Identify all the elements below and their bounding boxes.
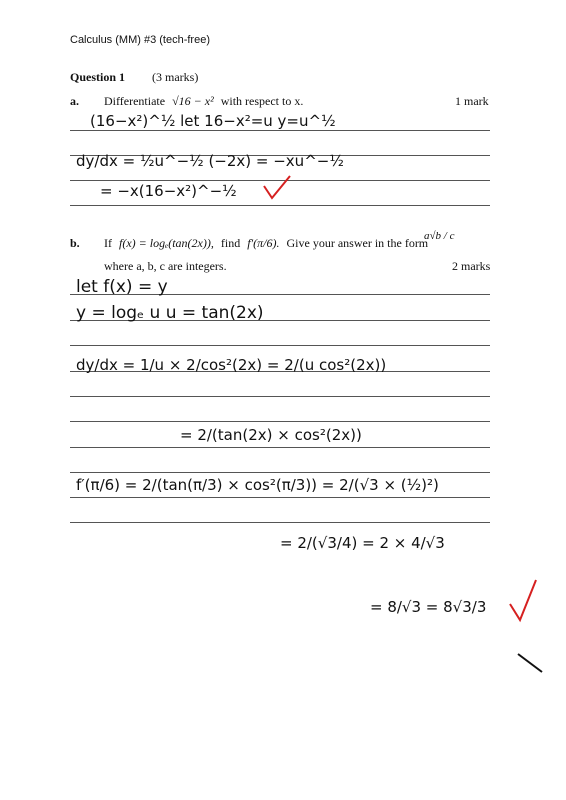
- part-b-working-line6: = 2/(√3/4) = 2 × 4/√3: [280, 534, 445, 552]
- part-b-working-line3: dy/dx = 1/u × 2/cos²(2x) = 2/(u cos²(2x)): [76, 356, 387, 374]
- part-a-text-after: with respect to x.: [220, 94, 304, 108]
- pen-stroke: [518, 654, 542, 672]
- answer-line: [70, 421, 490, 422]
- part-a-prompt: [104, 94, 303, 109]
- part-b-working-line2: y = logₑ u u = tan(2x): [76, 303, 264, 323]
- part-a-expression: √16 − x²: [172, 94, 214, 108]
- part-a-marks: 1 mark: [455, 94, 489, 108]
- part-b-prompt-line2: where a, b, c are integers.: [104, 259, 227, 273]
- part-a-working-line2: dy/dx = ½u^−½ (−2x) = −xu^−½: [76, 152, 344, 170]
- question-number: Question 1: [70, 70, 126, 84]
- answer-line: [70, 180, 490, 181]
- tick-mark-icon: [510, 580, 536, 620]
- answer-line: [70, 320, 490, 321]
- part-b-instruction: Give your answer in the form: [286, 236, 429, 250]
- question-total-marks: (3 marks): [152, 70, 199, 84]
- part-b-prompt-line1: [104, 236, 428, 251]
- question-title: [70, 70, 198, 85]
- answer-line: [70, 371, 490, 372]
- answer-line: [70, 497, 490, 498]
- part-a-text-before: Differentiate: [104, 94, 166, 108]
- answer-line: [70, 447, 490, 448]
- part-b-working-line1: let f(x) = y: [76, 277, 168, 297]
- part-b-if: If: [104, 236, 112, 250]
- part-b-answer-form: a√b / c: [424, 230, 455, 242]
- answer-line: [70, 472, 490, 473]
- part-b-working-line4: = 2/(tan(2x) × cos²(2x)): [180, 426, 362, 444]
- answer-line: [70, 130, 490, 131]
- answer-line: [70, 396, 490, 397]
- answer-line: [70, 522, 490, 523]
- part-b-marks: 2 marks: [452, 259, 491, 273]
- part-b-working-line7: = 8/√3 = 8√3/3: [370, 598, 487, 616]
- part-a-working-line3: = −x(16−x²)^−½: [100, 182, 237, 200]
- part-b-find: find: [220, 236, 241, 250]
- part-a-working-line1: (16−x²)^½ let 16−x²=u y=u^½: [90, 112, 336, 130]
- course-header: Calculus (MM) #3 (tech-free): [70, 34, 210, 46]
- part-b-working-line5: f′(π/6) = 2/(tan(π/3) × cos²(π/3)) = 2/(√3 × (½)²): [76, 476, 439, 494]
- part-b-function: f(x) = logₑ(tan(2x)),: [119, 236, 214, 250]
- answer-line: [70, 205, 490, 206]
- answer-line: [70, 294, 490, 295]
- part-a-label: a.: [70, 94, 79, 108]
- part-b-fprime: f′(π/6).: [247, 236, 280, 250]
- part-b-label: b.: [70, 236, 80, 250]
- answer-line: [70, 155, 490, 156]
- answer-line: [70, 345, 490, 346]
